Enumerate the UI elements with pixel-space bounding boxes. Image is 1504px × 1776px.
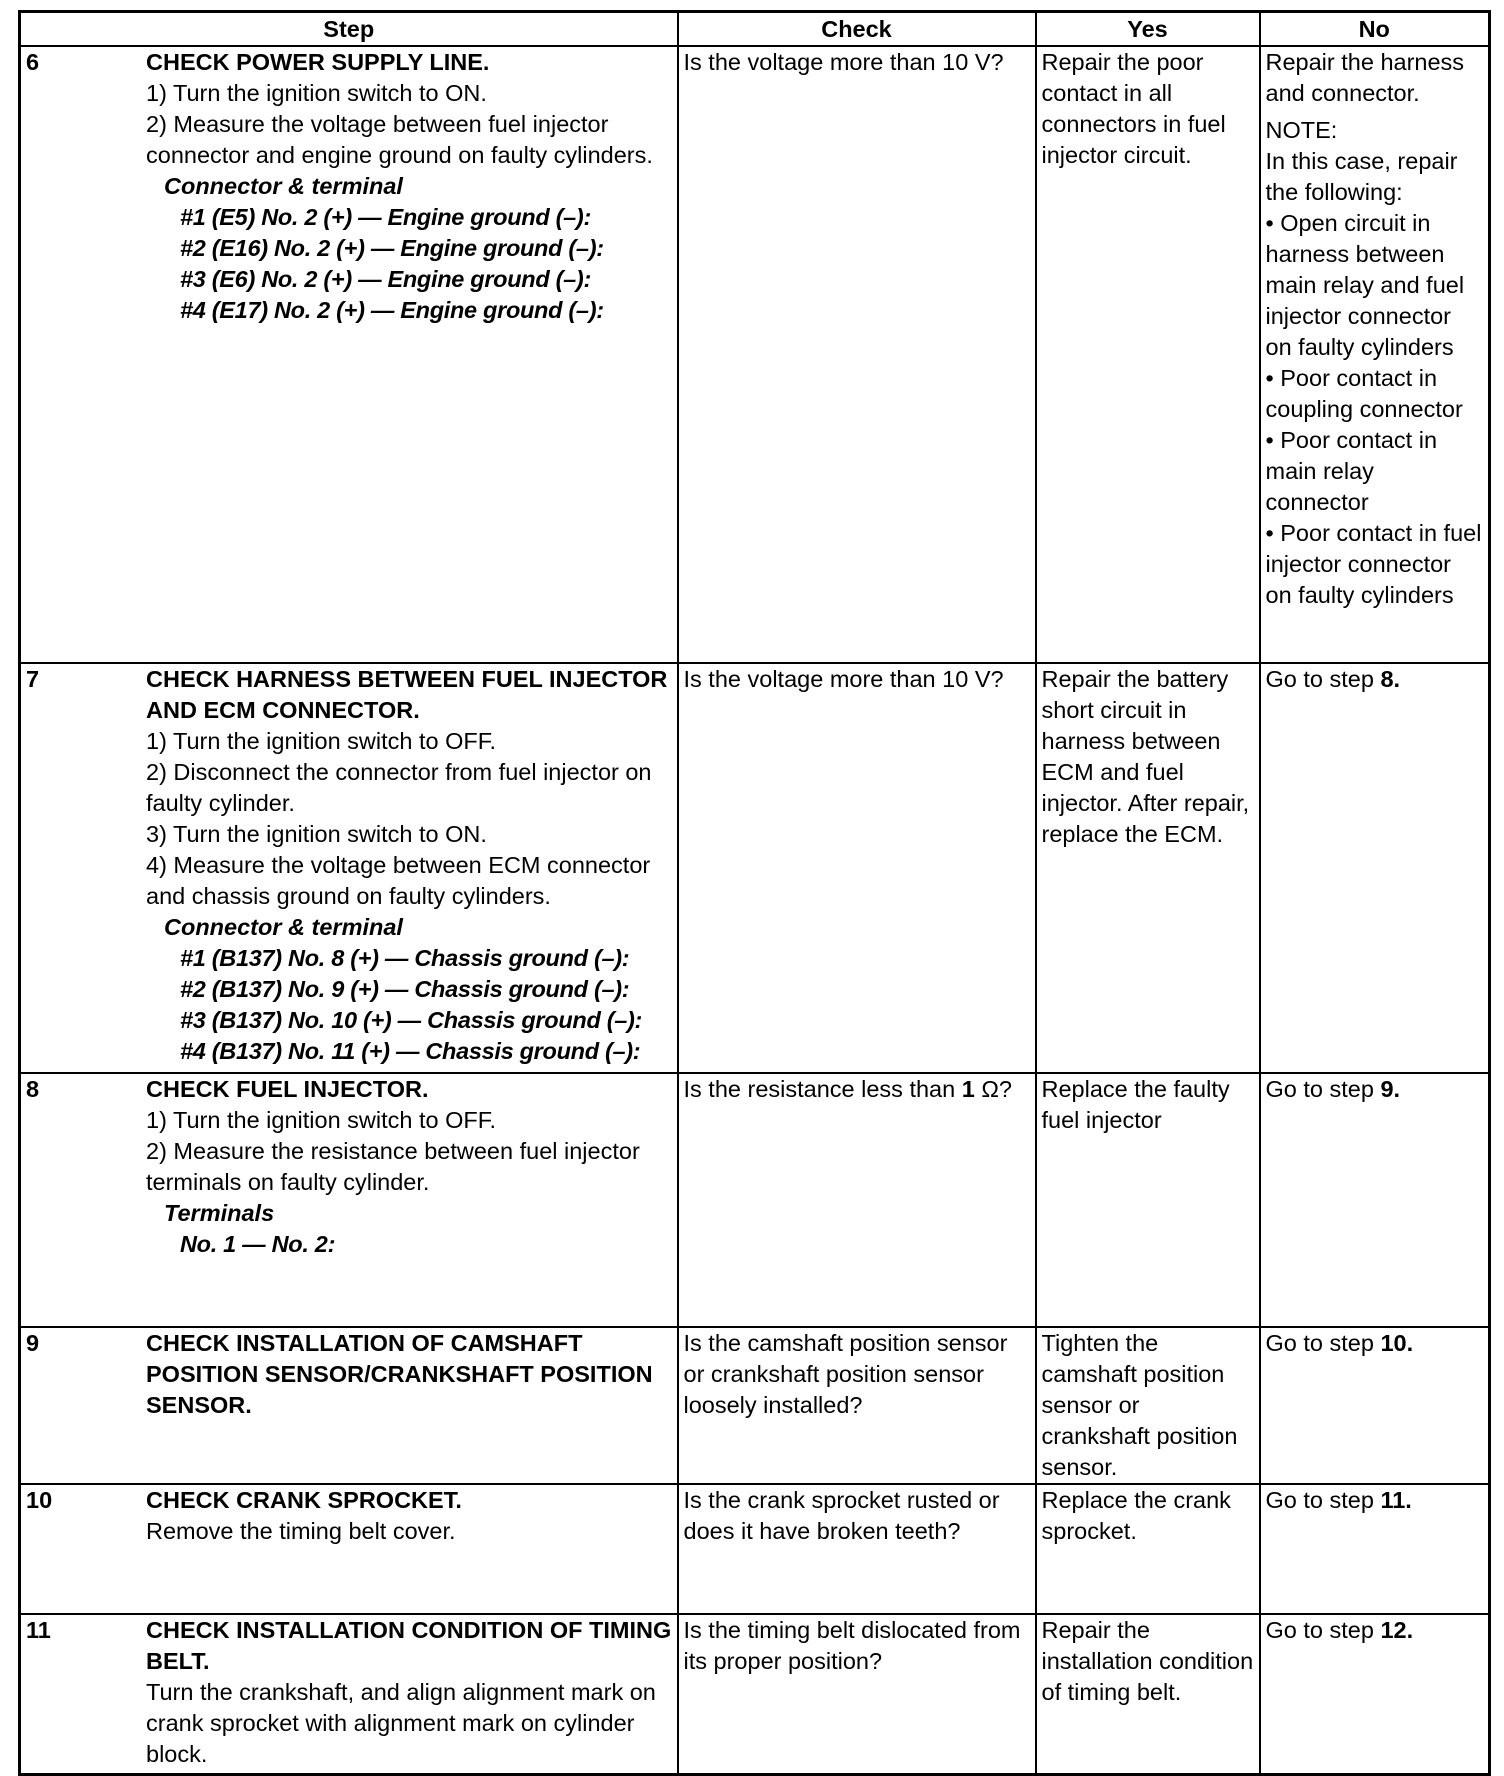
no-cell xyxy=(1260,1073,1490,1327)
check-cell: Is the camshaft position sensor or crankshaft position sensor loosely installed? xyxy=(678,1327,1036,1484)
header-yes: Yes xyxy=(1036,12,1260,47)
note-bullet: • Poor contact in coupling connector xyxy=(1265,365,1463,422)
note-intro: In this case, repair the following: xyxy=(1265,148,1458,205)
step-instruction: Remove the timing belt cover. xyxy=(146,1518,456,1544)
table-row xyxy=(20,1484,1490,1614)
step-cell xyxy=(20,46,678,663)
yes-cell: Repair the poor contact in all connectors in fuel injector circuit. xyxy=(1036,46,1260,663)
check-cell: Is the crank sprocket rusted or does it have broken teeth? xyxy=(678,1484,1036,1614)
connector-terminal: #1 (B137) No. 8 (+) — Chassis ground (–): xyxy=(180,945,630,971)
check-cell xyxy=(678,1073,1036,1327)
connector-terminal: #4 (B137) No. 11 (+) — Chassis ground (–): xyxy=(180,1038,641,1064)
step-cell xyxy=(20,1327,678,1484)
no-cell xyxy=(1260,1614,1490,1774)
step-title: CHECK HARNESS BETWEEN FUEL INJECTOR AND ECM CONNECTOR. xyxy=(146,666,668,723)
connector-terminal: #2 (B137) No. 9 (+) — Chassis ground (–): xyxy=(180,976,630,1002)
step-title: CHECK INSTALLATION CONDITION OF TIMING BELT. xyxy=(146,1617,672,1674)
step-cell xyxy=(20,1073,678,1327)
step-instruction: 1) Turn the ignition switch to OFF. xyxy=(146,1107,497,1133)
terminals-heading: Terminals xyxy=(164,1200,275,1226)
connector-terminal: #1 (E5) No. 2 (+) — Engine ground (–): xyxy=(180,204,591,230)
step-title: CHECK CRANK SPROCKET. xyxy=(146,1487,462,1513)
yes-cell: Tighten the camshaft position sensor or crankshaft position sensor. xyxy=(1036,1327,1260,1484)
check-cell: Is the voltage more than 10 V? xyxy=(678,46,1036,663)
step-number: 11 xyxy=(26,1617,51,1643)
yes-cell: Replace the faulty fuel injector xyxy=(1036,1073,1260,1327)
no-cell xyxy=(1260,663,1490,1073)
header-row xyxy=(20,12,1490,47)
no-cell xyxy=(1260,1327,1490,1484)
goto-step-link: 12. xyxy=(1380,1617,1414,1643)
diagnostic-table xyxy=(18,10,1491,1776)
step-instruction: 3) Turn the ignition switch to ON. xyxy=(146,821,487,847)
no-cell xyxy=(1260,1484,1490,1614)
check-text: Is the resistance less than xyxy=(683,1076,962,1102)
no-action-prefix: Go to step xyxy=(1265,1076,1381,1102)
step-cell xyxy=(20,1614,678,1774)
step-cell xyxy=(20,1484,678,1614)
check-cell: Is the timing belt dislocated from its proper position? xyxy=(678,1614,1036,1774)
no-action: Repair the harness and connector. xyxy=(1265,49,1465,106)
step-number: 9 xyxy=(26,1330,40,1356)
no-action-prefix: Go to step xyxy=(1265,1617,1381,1643)
note-bullet: • Poor contact in main relay connector xyxy=(1265,427,1438,515)
table-row xyxy=(20,1614,1490,1774)
goto-step-link: 9. xyxy=(1380,1076,1401,1102)
step-instruction: 1) Turn the ignition switch to OFF. xyxy=(146,728,497,754)
header-step: Step xyxy=(20,12,678,47)
note-bullet: • Poor contact in fuel injector connector on faulty cylinders xyxy=(1265,520,1482,608)
step-instruction: Turn the crankshaft, and align alignment mark on crank sprocket with alignment mark on cylinder block. xyxy=(146,1679,656,1767)
check-cell: Is the voltage more than 10 V? xyxy=(678,663,1036,1073)
step-title: CHECK INSTALLATION OF CAMSHAFT POSITION SENSOR/CRANKSHAFT POSITION SENSOR. xyxy=(146,1330,653,1418)
table-row xyxy=(20,1073,1490,1327)
no-cell xyxy=(1260,46,1490,663)
goto-step-link: 8. xyxy=(1380,666,1401,692)
connector-terminal: #2 (E16) No. 2 (+) — Engine ground (–): xyxy=(180,235,604,261)
step-instruction: 1) Turn the ignition switch to ON. xyxy=(146,80,487,106)
connector-terminal: #3 (E6) No. 2 (+) — Engine ground (–): xyxy=(180,266,591,292)
step-title: CHECK FUEL INJECTOR. xyxy=(146,1076,429,1102)
step-title: CHECK POWER SUPPLY LINE. xyxy=(146,49,490,75)
step-number: 7 xyxy=(26,666,40,692)
goto-step-link: 10. xyxy=(1380,1330,1414,1356)
yes-cell: Repair the installation condition of timing belt. xyxy=(1036,1614,1260,1774)
table-row xyxy=(20,1327,1490,1484)
step-cell xyxy=(20,663,678,1073)
step-instruction: 4) Measure the voltage between ECM connector and chassis ground on faulty cylinders. xyxy=(146,852,651,909)
note-title: NOTE: xyxy=(1265,117,1338,143)
step-instruction: 2) Disconnect the connector from fuel injector on faulty cylinder. xyxy=(146,759,652,816)
header-no: No xyxy=(1260,12,1490,47)
table-row xyxy=(20,46,1490,663)
connector-terminal: #4 (E17) No. 2 (+) — Engine ground (–): xyxy=(180,297,604,323)
connector-heading: Connector & terminal xyxy=(164,914,403,940)
no-action-prefix: Go to step xyxy=(1265,666,1381,692)
connector-terminal: #3 (B137) No. 10 (+) — Chassis ground (–): xyxy=(180,1007,643,1033)
yes-cell: Repair the battery short circuit in harness between ECM and fuel injector. After repair, replace the ECM. xyxy=(1036,663,1260,1073)
yes-cell: Replace the crank sprocket. xyxy=(1036,1484,1260,1614)
table-row xyxy=(20,663,1490,1073)
check-unit: Ω? xyxy=(974,1076,1012,1102)
no-action-prefix: Go to step xyxy=(1265,1330,1381,1356)
step-instruction: 2) Measure the resistance between fuel injector terminals on faulty cylinder. xyxy=(146,1138,640,1195)
step-number: 6 xyxy=(26,49,40,75)
terminal-pair: No. 1 — No. 2: xyxy=(180,1231,336,1257)
connector-heading: Connector & terminal xyxy=(164,173,403,199)
goto-step-link: 11. xyxy=(1380,1487,1412,1513)
note-bullet: • Open circuit in harness between main relay and fuel injector connector on faulty cylinders xyxy=(1265,210,1465,360)
no-action-prefix: Go to step xyxy=(1265,1487,1381,1513)
header-check: Check xyxy=(678,12,1036,47)
step-number: 8 xyxy=(26,1076,40,1102)
step-number: 10 xyxy=(26,1487,53,1513)
step-instruction: 2) Measure the voltage between fuel injector connector and engine ground on faulty cylinders. xyxy=(146,111,653,168)
check-value: 1 xyxy=(961,1076,975,1102)
